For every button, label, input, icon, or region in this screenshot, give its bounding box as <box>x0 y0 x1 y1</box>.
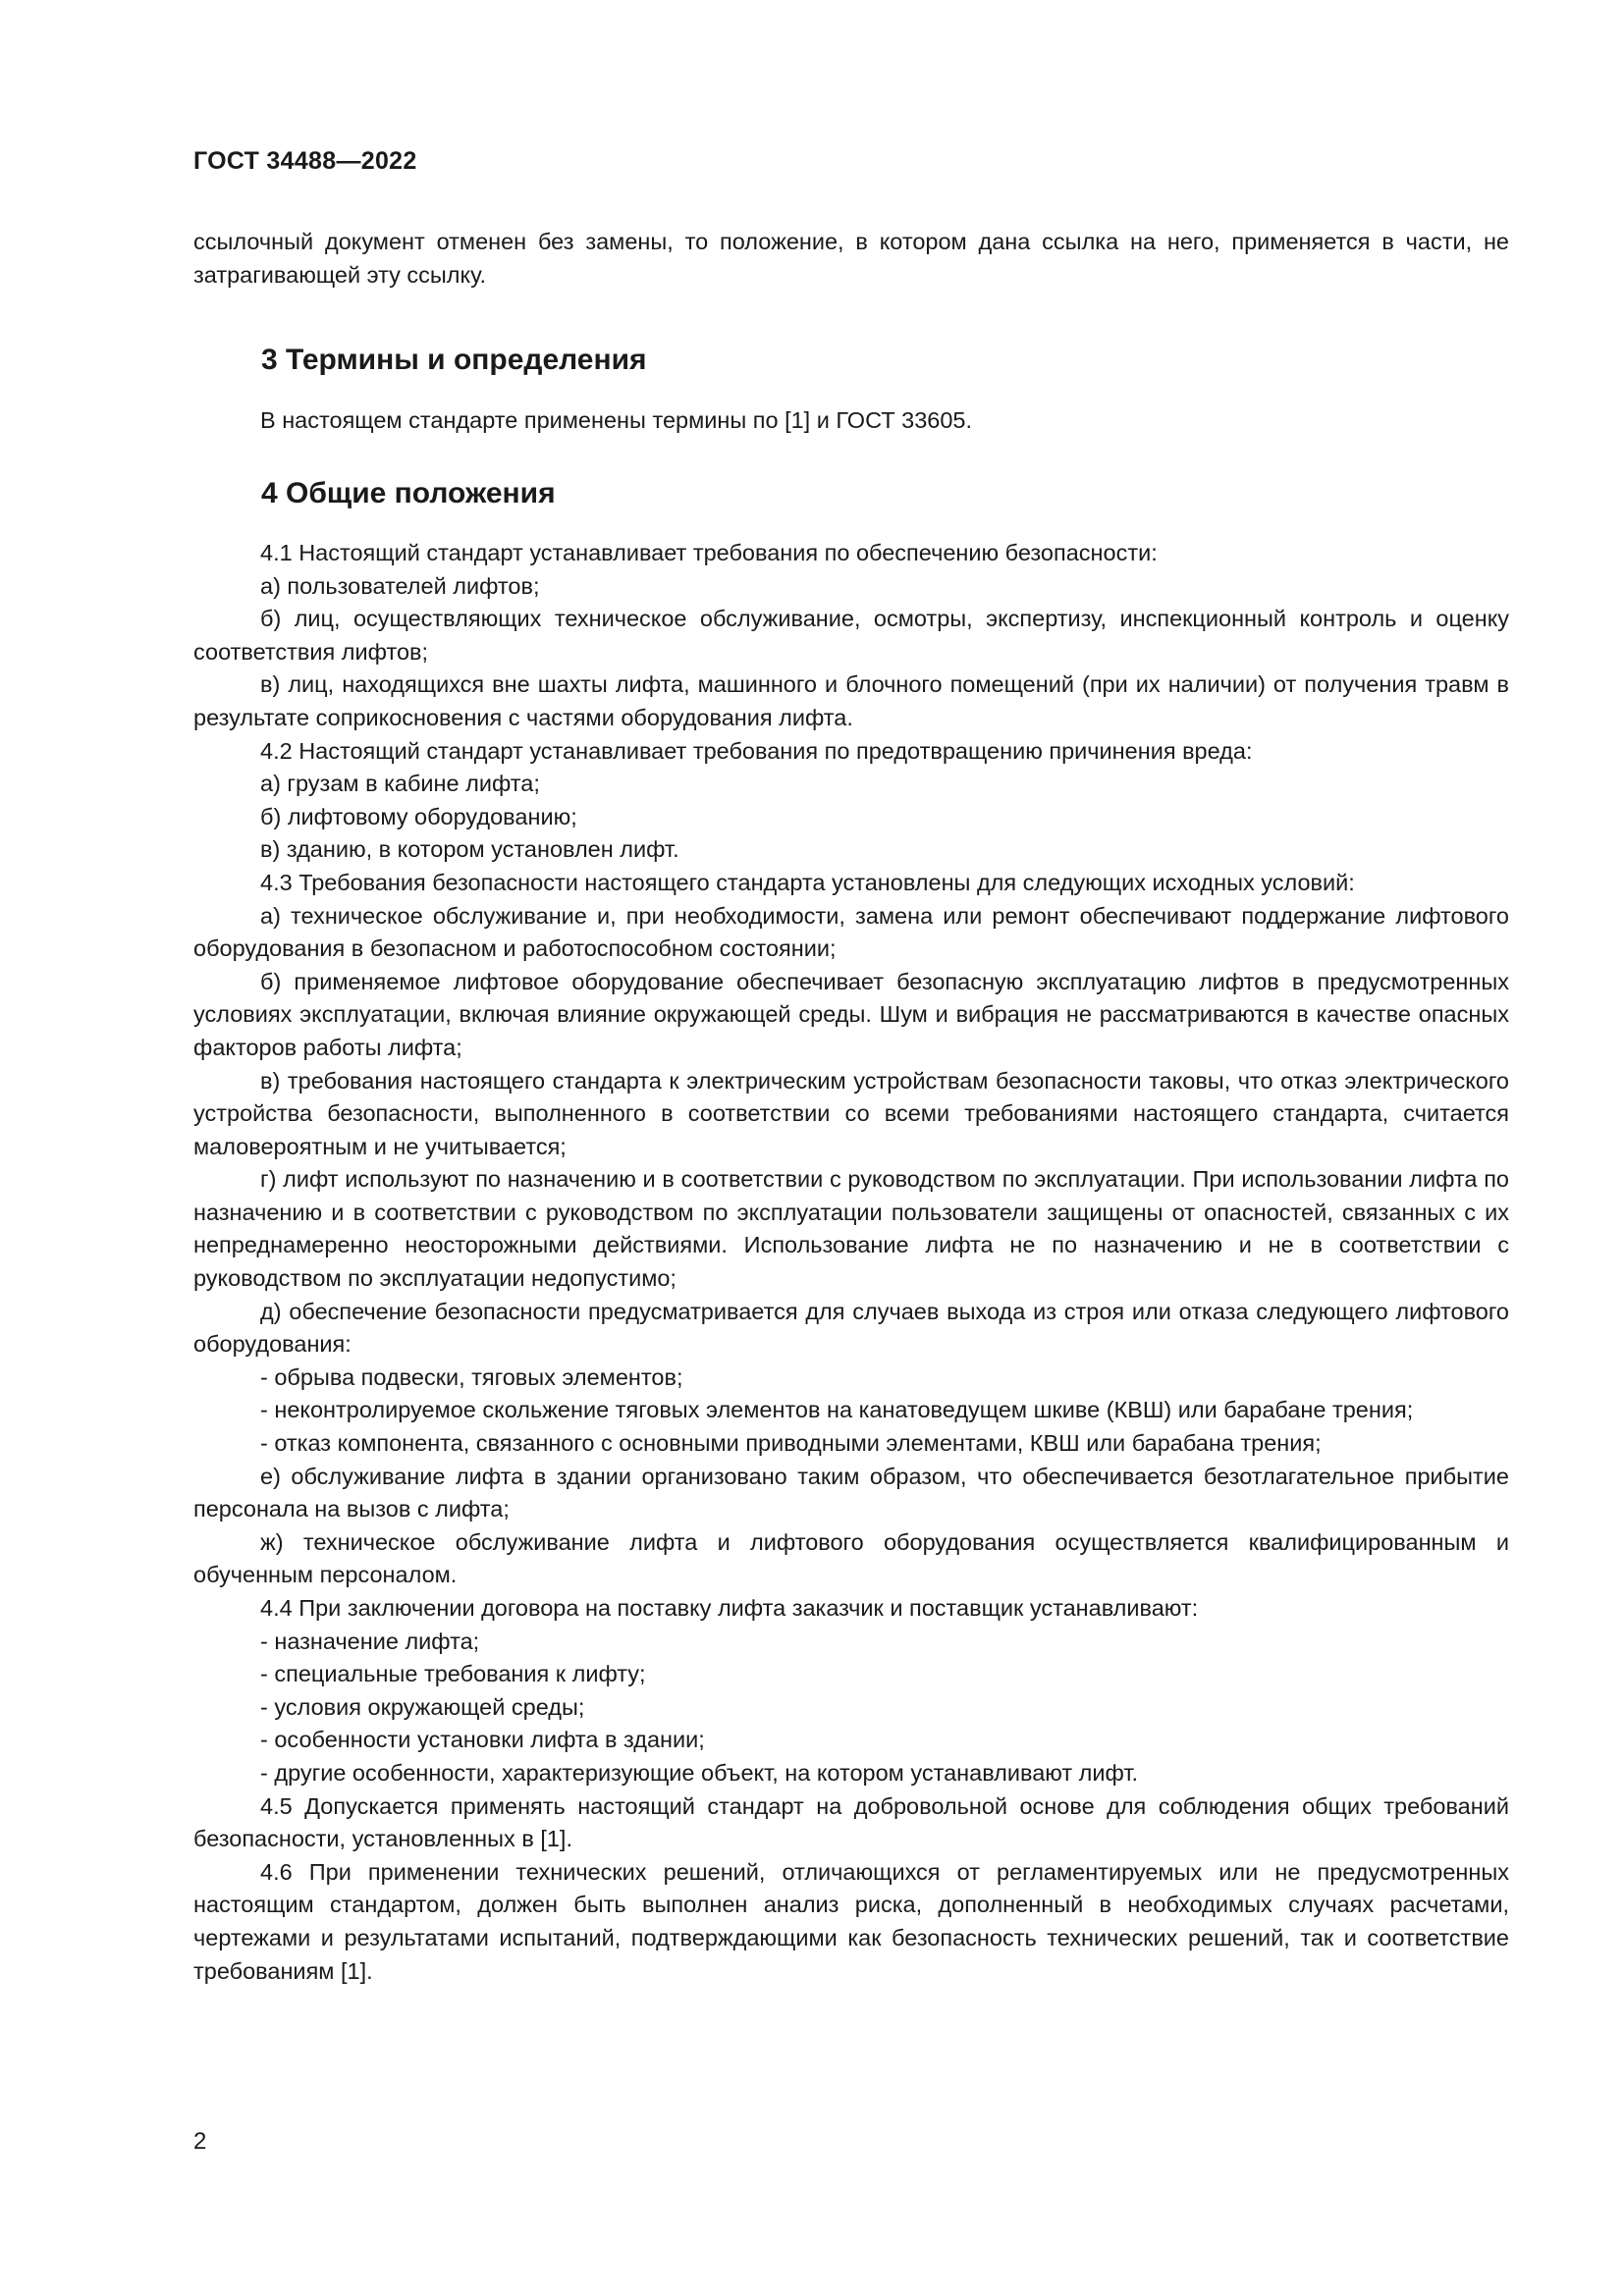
list-item: - условия окружающей среды; <box>260 1693 585 1720</box>
clause-4-2: 4.2 Настоящий стандарт устанавливает требования по предотвращению причинения вреда: <box>260 737 1253 764</box>
clause-4-1-v: в) лиц, находящихся вне шахты лифта, машинного и блочного помещений (при их наличии) от получения травм в результате соприкосновения с частями оборудования лифта. <box>193 671 1509 730</box>
list-item: - назначение лифта; <box>260 1628 480 1654</box>
clause-4-3-a: а) техническое обслуживание и, при необходимости, замена или ремонт обеспечивают поддержание лифтового оборудования в безопасном и работоспособном состоянии; <box>193 902 1509 962</box>
clause-4-6: 4.6 При применении технических решений, отличающихся от регламентируемых или не предусмотренных настоящим стандартом, должен быть выполнен анализ риска, дополненный в необходимых случаях расчетами, чертежами и результатами испытаний, подтверждающими как безопасность технических решений, так и соответствие требованиям [1]. <box>193 1858 1509 1984</box>
list-item: - особенности установки лифта в здании; <box>260 1727 705 1753</box>
page-number: 2 <box>193 2128 207 2155</box>
clause-4-1-b: б) лиц, осуществляющих техническое обслуживание, осмотры, экспертизу, инспекционный контроль и оценку соответствия лифтов; <box>193 606 1509 665</box>
clause-4-3-d: д) обеспечение безопасности предусматривается для случаев выхода из строя или отказа следующего лифтового оборудования: <box>193 1298 1509 1358</box>
clause-4-3-e: е) обслуживание лифта в здании организовано таким образом, что обеспечивается безотлагательное прибытие персонала на вызов с лифта; <box>193 1463 1509 1522</box>
section-3-body <box>193 404 1509 438</box>
clause-4-2-b: б) лифтовому оборудованию; <box>260 803 577 829</box>
clause-4-3-b: б) применяемое лифтовое оборудование обеспечивает безопасную эксплуатацию лифтов в предусмотренных условиях эксплуатации, включая влияние окружающей среды. Шум и вибрация не рассматриваются в качестве опасных факторов работы лифта; <box>193 968 1509 1060</box>
list-item: - обрыва подвески, тяговых элементов; <box>260 1363 683 1390</box>
clause-4-5: 4.5 Допускается применять настоящий стандарт на добровольной основе для соблюдения общих требований безопасности, установленных в [1]. <box>193 1792 1509 1852</box>
clause-4-3-zh: ж) техническое обслуживание лифта и лифтового оборудования осуществляется квалифицированным и обученным персоналом. <box>193 1528 1509 1588</box>
list-item: - другие особенности, характеризующие объект, на котором устанавливают лифт. <box>260 1759 1139 1786</box>
clause-4-3-g: г) лифт используют по назначению и в соответствии с руководством по эксплуатации. При использовании лифта по назначению и в соответствии с руководством по эксплуатации пользователи защищены от опасностей, связанных с их непреднамеренно неосторожными действиями. Использование лифта не по назначению и не в соответствии с руководством по эксплуатации недопустимо; <box>193 1166 1509 1292</box>
clause-4-1-a: а) пользователей лифтов; <box>260 572 540 599</box>
section-3-title: 3 Термины и определения <box>261 344 647 376</box>
section-4-body <box>193 537 1509 1988</box>
clause-4-2-v: в) зданию, в котором установлен лифт. <box>260 836 679 863</box>
clause-4-2-a: а) грузам в кабине лифта; <box>260 771 540 797</box>
section-4-title: 4 Общие положения <box>261 477 556 509</box>
list-item: - специальные требования к лифту; <box>260 1661 646 1687</box>
document-id-header: ГОСТ 34488—2022 <box>193 147 417 175</box>
list-item: - отказ компонента, связанного с основными приводными элементами, КВШ или барабана трения; <box>260 1430 1322 1457</box>
clause-4-4: 4.4 При заключении договора на поставку лифта заказчик и поставщик устанавливают: <box>260 1595 1199 1621</box>
section-3-paragraph: В настоящем стандарте применены термины по [1] и ГОСТ 33605. <box>260 407 973 433</box>
clause-4-3-v: в) требования настоящего стандарта к электрическим устройствам безопасности таковы, что отказ электрического устройства безопасности, выполненного в соответствии со всеми требованиями настоящего стандарта, считается маловероятным и не учитывается; <box>193 1067 1509 1159</box>
clause-4-3: 4.3 Требования безопасности настоящего стандарта установлены для следующих исходных условий: <box>260 869 1355 895</box>
intro-paragraph: ссылочный документ отменен без замены, то положение, в котором дана ссылка на него, применяется в части, не затрагивающей эту ссылку. <box>193 229 1509 288</box>
intro-paragraph-block <box>193 226 1509 292</box>
list-item: - неконтролируемое скольжение тяговых элементов на канатоведущем шкиве (КВШ) или барабане трения; <box>260 1397 1414 1423</box>
clause-4-1: 4.1 Настоящий стандарт устанавливает требования по обеспечению безопасности: <box>260 540 1158 565</box>
